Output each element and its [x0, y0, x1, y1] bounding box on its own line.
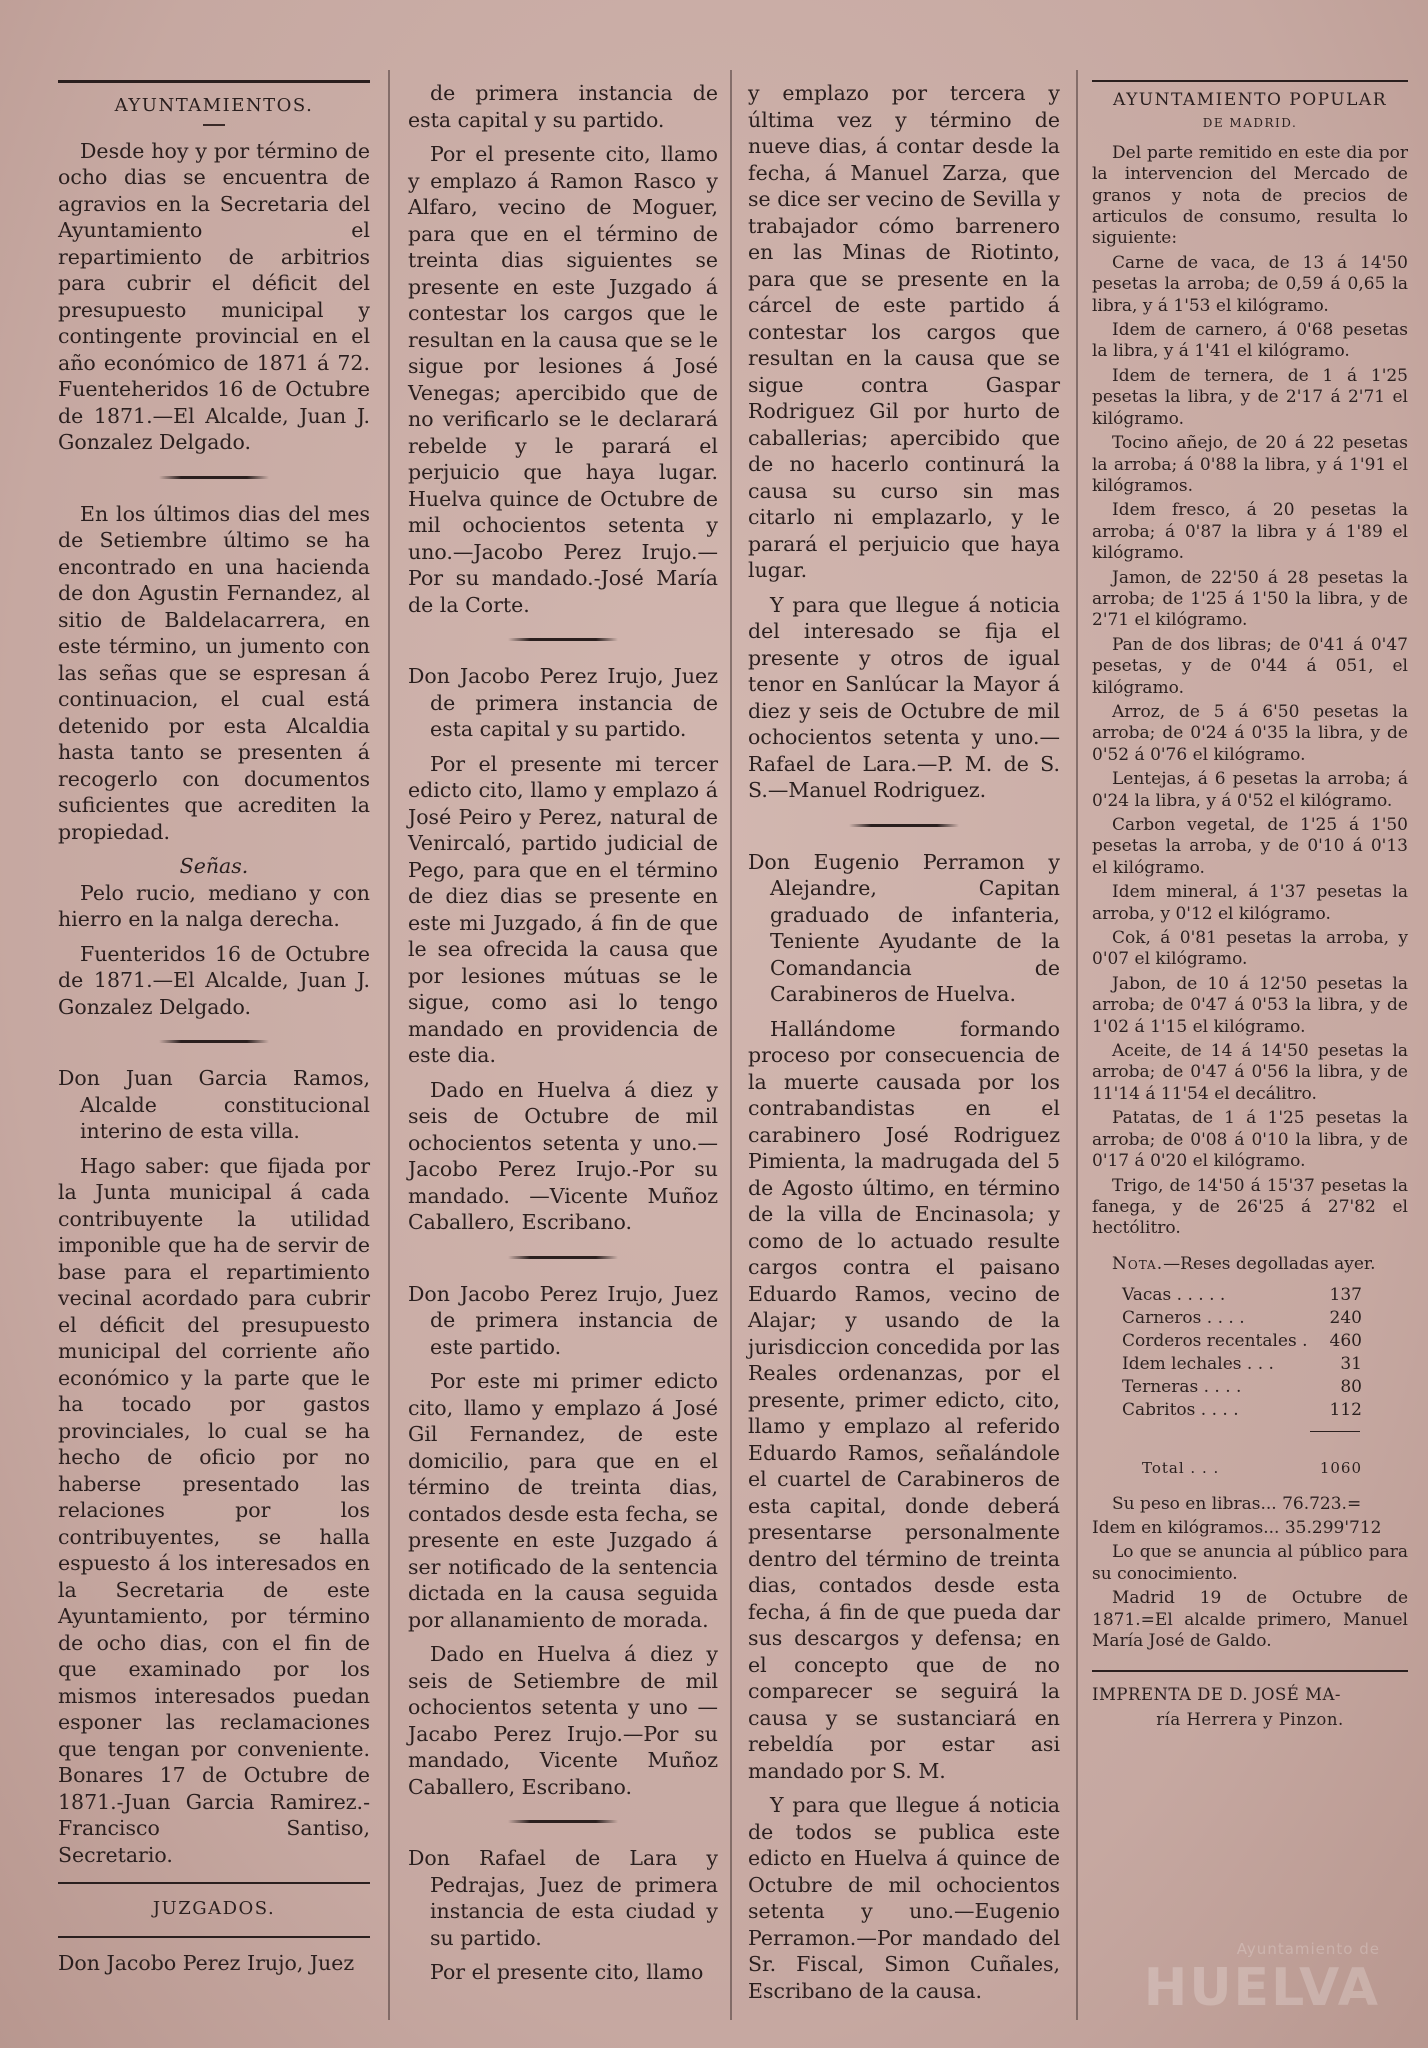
price-item: Patatas, de 1 á 1'25 pesetas la arroba; de 0'08 á 0'10 la libra, y de 0'17 á 0'20 el kilógramo.: [1092, 1108, 1408, 1172]
livestock-name: Carneros: [1122, 1308, 1202, 1329]
livestock-count: 112: [1329, 1400, 1362, 1421]
price-item: Idem de carnero, á 0'68 pesetas la libra, y á 1'41 el kilógramo.: [1092, 320, 1408, 362]
price-item: Trigo, de 14'50 á 15'37 pesetas la fanega, y de 26'25 á 27'82 el hectólitro.: [1092, 1175, 1408, 1239]
column-4: [1092, 80, 1408, 1732]
edict-ramon-rasco: Por el presente cito, llamo y emplazo á Ramon Rasco y Alfaro, vecino de Moguer, para que en el término de treinta dias siguientes se presente en este Juzgado á contestar los cargos que le resultan en la causa que se le sigue por lesiones á José Venegas; apercibido que de no verificarlo se le declarará rebelde y le parará el perjuicio que haya lugar. Huelva quince de Octubre de mil ochocientos setenta y uno.—Jacobo Perez Irujo.—Por su mandado.-José María de la Corte.: [408, 142, 718, 617]
section-heading-juzgados: JUZGADOS.: [152, 1897, 276, 1919]
livestock-name: Cabritos: [1122, 1400, 1196, 1421]
price-item: Jamon, de 22'50 á 28 pesetas la arroba; de 1'25 á 1'50 la libra, y de 2'71 el kilógramo.: [1092, 567, 1408, 631]
ornament-rule: [508, 1256, 618, 1259]
column-3: [748, 80, 1060, 2012]
edict-date-signature-2: Dado en Huelva á diez y seis de Setiembre de mil ochocientos setenta y uno — Jacabo Perez Irujo.—Por su mandado, Vicente Muñoz Caballero, Escribano.: [408, 1642, 718, 1799]
notice-fuenteheridos-arbitrios: Desde hoy y por término de ocho dias se encuentra de agravios en la Secretaria del Ayuntamiento el repartimiento de arbitrios para cubrir el déficit del presupuesto municipal y contingente provincial en el año económico de 1871 á 72. Fuenteheridos 16 de Octubre de 1871.—El Alcalde, Juan J. Gonzalez Delgado.: [58, 138, 370, 454]
livestock-count: 460: [1329, 1331, 1362, 1352]
archive-watermark: [1140, 1940, 1380, 2030]
price-item: Jabon, de 10 á 12'50 pesetas la arroba; de 0'47 á 0'53 la libra, y de 1'02 á 1'15 el kilógramo.: [1092, 973, 1408, 1037]
total-value: 1060: [1319, 1459, 1362, 1478]
edict-manuel-zarza: y emplazo por tercera y última vez y término de nueve dias, á contar desde la fecha, á Manuel Zarza, que se dice ser vecino de Sevilla y trabajador cómo barrenero en las Minas de Riotinto, para que se presente en la cárcel de este partido á contestar los cargos que resultan en la causa que se sigue contra Gaspar Rodriguez Gil por hurto de caballerias; apercibido que de no hacerlo continurá la causa su curso sin mas citarlo ni emplazarlo, y le parará el perjuicio que haya lugar.: [748, 81, 1060, 582]
section-subheading: DE MADRID.: [1202, 116, 1298, 131]
livestock-name: Corderos recentales: [1122, 1331, 1297, 1352]
livestock-count: 240: [1329, 1308, 1362, 1329]
livestock-dots: . . . .: [1203, 1377, 1242, 1398]
column-1: [58, 80, 370, 1984]
section-heading-madrid: AYUNTAMIENTO POPULAR: [1113, 90, 1387, 110]
market-intro: Del parte remitido en este dia por la intervencion del Mercado de granos y nota de precios de articulos de consumo, resulta lo siguiente:: [1092, 142, 1408, 249]
watermark-main: HUELVA: [1143, 1958, 1380, 2018]
livestock-dots: .: [1302, 1331, 1308, 1352]
column-rule: [1076, 70, 1078, 2020]
edict-date-signature: Dado en Huelva á diez y seis de Octubre de mil ochocientos setenta y uno.—Jacobo Perez Irujo.-Por su mandado. —Vicente Muñoz Caballero, Escribano.: [408, 1077, 718, 1234]
ornament-rule: [849, 824, 959, 827]
section-rule: [1092, 1670, 1408, 1672]
column-rule: [388, 70, 390, 2020]
notice-signature: Fuenteridos 16 de Octubre de 1871.—El Alcalde, Juan J. Gonzalez Delgado.: [58, 941, 370, 1019]
livestock-count: 31: [1340, 1354, 1362, 1375]
price-item: Idem fresco, á 20 pesetas la arroba; á 0'87 la libra y á 1'89 el kilógramo.: [1092, 500, 1408, 564]
edict-jose-gil: Por este mi primer edicto cito, llamo y emplazo á José Gil Fernandez, de este domicilio, para que en el término de treinta dias, contados desde esta fecha, se presente en este Juzgado á ser notificado de la sentencia dictada en la causa seguida por allanamiento de morada.: [408, 1369, 718, 1632]
heading-dash: [203, 124, 225, 126]
livestock-count: 80: [1340, 1377, 1362, 1398]
anuncio: Lo que se anuncia al público para su conocimiento.: [1092, 1542, 1408, 1584]
edict-eduardo-ramos: Hallándome formando proceso por consecuencia de la muerte causada por los contrabandistas en el carabinero José Rodriguez Pimienta, la madrugada del 5 de Agosto último, en término de la villa de Encinasola; y como de lo actuado resulte cargos contra el paisano Eduardo Ramos, vecino de Alajar; y usando de la jurisdiccion concedida por las Reales ordenanzas, por el presente, primer edicto, cito, llamo y emplazo al referido Eduardo Ramos, señalándole el cuartel de Carabineros de esta capital, donde deberá presentarse personalmente dentro del término de treinta dias, contados desde esta fecha, á fin de que pueda dar sus descargos y defensa; en el concepto que de no comparecer se seguirá la causa y se sustanciará en rebeldía por estar asi mandado por S. M.: [748, 1016, 1060, 1783]
notice-jumento-found: En los últimos dias del mes de Setiembre último se ha encontrado en una hacienda de don Agustin Fernandez, al sitio de Baldelacarrera, en este término, un jumento con las señas que se espresan á continuacion, el cual está detenido por esta Alcaldia hasta tanto se presenten á recogerlo con documentos suficientes que acrediten la propiedad.: [58, 501, 370, 844]
livestock-dots: . . .: [1246, 1354, 1274, 1375]
livestock-total: [1142, 1458, 1362, 1479]
imprenta-imprint: [1092, 1682, 1408, 1732]
senas-title: Señas.: [179, 854, 249, 878]
price-item: Cok, á 0'81 pesetas la arroba, y 0'07 el kilógramo.: [1092, 928, 1408, 970]
ornament-rule: [508, 638, 618, 641]
livestock-dots: . . . .: [1200, 1400, 1239, 1421]
edict-sanlucar-signature: Y para que llegue á noticia del interesado se fija el presente y otros de igual tenor en Sanlúcar la Mayor á diez y seis de Octubre de mil ochocientos setenta y uno.—Rafael de Lara.—P. M. de S. S.—Manuel Rodriguez.: [748, 592, 1060, 802]
ornament-rule: [508, 1820, 618, 1823]
price-item: Pan de dos libras; de 0'41 á 0'47 pesetas, y de 0'44 á 051, el kilógramo.: [1092, 634, 1408, 698]
peso-kg: Idem en kilógramos... 35.299'712: [1092, 1517, 1382, 1538]
column-rule: [730, 70, 732, 2020]
column-2: [408, 80, 718, 1994]
livestock-dots: . . . . .: [1176, 1285, 1226, 1306]
livestock-count: 137: [1329, 1285, 1362, 1306]
livestock-row: [1122, 1308, 1362, 1331]
edict-header-jacobo: Don Jacobo Perez Irujo, Juez de primera instancia de esta capital y su partido.: [408, 664, 718, 741]
edict-header-jacobo-2: Don Jacobo Perez Irujo, Juez de primera instancia de este partido.: [408, 1281, 718, 1359]
nota-title: Nota.: [1112, 1253, 1164, 1274]
price-item: Idem mineral, á 1'37 pesetas la arroba, y 0'12 el kilógramo.: [1092, 882, 1408, 924]
edict-rafael-start: Por el presente cito, llamo: [430, 1960, 704, 1984]
fecha-firma: Madrid 19 de Octubre de 1871.=El alcalde primero, Manuel María José de Galdo.: [1092, 1588, 1408, 1651]
livestock-row: [1122, 1285, 1362, 1308]
imprenta-line-2: ría Herrera y Pinzon.: [1156, 1709, 1344, 1729]
price-item: Carbon vegetal, de 1'25 á 1'50 pesetas la arroba, y de 0'10 á 0'13 el kilógramo.: [1092, 815, 1408, 878]
price-item: Lentejas, á 6 pesetas la arroba; á 0'24 la libra, y á 0'52 el kilógramo.: [1092, 769, 1408, 811]
peso-libras: Su peso en libras... 76.723.=: [1112, 1493, 1362, 1514]
livestock-table: [1122, 1285, 1362, 1423]
ornament-rule: [159, 476, 269, 479]
price-item: Idem de ternera, de 1 á 1'25 pesetas la libra, y de 2'17 á 2'71 el kilógramo.: [1092, 365, 1408, 429]
section-rule: [58, 1882, 370, 1884]
notice-bonares-body: Hago saber: que fijada por la Junta municipal á cada contribuyente la utilidad imponible que ha de servir de base para el repartimiento vecinal acordado para cubrir el déficit del presupuesto municipal del corriente año económico y la parte que le ha tocado por gastos provinciales, lo cual se ha hecho de oficio por no haberse presentado las relaciones por los contribuyentes, se halla espuesto á los interesados en la Secretaria de este Ayuntamiento, por término de ocho dias, con el fin de que examinado por los mismos interesados puedan esponer las reclamaciones que tengan por conveniente. Bonares 17 de Octubre de 1871.-Juan Garcia Ramirez.-Francisco Santiso, Secretario.: [58, 1153, 370, 1867]
notice-continuation: de primera instancia de esta capital y su partido.: [408, 81, 718, 132]
price-item: Arroz, de 5 á 6'50 pesetas la arroba; de 0'24 á 0'35 la libra, y de 0'52 á 0'76 el kilógramo.: [1092, 701, 1408, 765]
livestock-row: [1122, 1354, 1362, 1377]
livestock-row: [1122, 1331, 1362, 1354]
ornament-rule: [159, 1040, 269, 1043]
livestock-name: Terneras: [1122, 1377, 1199, 1398]
notice-juzgado-start: Don Jacobo Perez Irujo, Juez: [58, 1950, 355, 1975]
nota-line: [1092, 1254, 1408, 1275]
imprenta-line-1: IMPRENTA DE D. JOSÉ MA-: [1092, 1684, 1341, 1704]
price-item: Carne de vaca, de 13 á 14'50 pesetas la arroba; de 0,59 á 0,65 la libra, y á 1'53 el kilógramo.: [1092, 252, 1408, 316]
section-rule: [58, 1936, 370, 1938]
price-item: Tocino añejo, de 20 á 22 pesetas la arroba; á 0'88 la libra, y á 1'91 el kilógramos.: [1092, 433, 1408, 496]
sum-rule: [1310, 1431, 1360, 1432]
livestock-dots: . . . .: [1206, 1308, 1245, 1329]
livestock-name: Idem lechales: [1122, 1354, 1242, 1375]
top-rule: [58, 80, 370, 83]
senas-description: Pelo rucio, mediano y con hierro en la nalga derecha.: [58, 880, 370, 931]
notice-bonares-header: Don Juan Garcia Ramos, Alcalde constitucional interino de esta villa.: [58, 1066, 370, 1143]
edict-header-perramon: Don Eugenio Perramon y Alejandre, Capitan graduado de infanteria, Teniente Ayudante de la Comandancia de Carabineros de Huelva.: [748, 849, 1060, 1006]
edict-huelva-signature: Y para que llegue á noticia de todos se publica este edicto en Huelva á quince de Octubre de mil ochocientos setenta y uno.—Eugenio Perramon.—Por mandado del Sr. Fiscal, Simon Cuñales, Escribano de la causa.: [748, 1793, 1060, 2003]
livestock-row: [1122, 1400, 1362, 1423]
price-item: Aceite, de 14 á 14'50 pesetas la arroba; de 0'47 á 0'56 la libra, y de 11'14 á 11'54 el decálitro.: [1092, 1041, 1408, 1104]
nota-text: —Reses degolladas ayer.: [1163, 1253, 1376, 1274]
livestock-row: [1122, 1377, 1362, 1400]
livestock-name: Vacas: [1122, 1285, 1172, 1306]
watermark-top: Ayuntamiento de: [1236, 1940, 1380, 1958]
edict-header-rafael: Don Rafael de Lara y Pedrajas, Juez de primera instancia de esta ciudad y su partido.: [408, 1846, 718, 1950]
section-heading-ayuntamientos: AYUNTAMIENTOS.: [114, 95, 314, 116]
top-rule: [1092, 80, 1408, 82]
total-dots: . . .: [1190, 1459, 1220, 1478]
edict-jose-peiro: Por el presente mi tercer edicto cito, llamo y emplazo á José Peiro y Perez, natural de Venircaló, partido judicial de Pego, para que en el término de diez dias se presente en este mi Juzgado, á fin de que le sea ofrecida la causa que por lesiones mútuas se le sigue, como asi lo tengo mandado en providencia de este dia.: [408, 751, 718, 1067]
total-label: Total: [1142, 1459, 1185, 1478]
